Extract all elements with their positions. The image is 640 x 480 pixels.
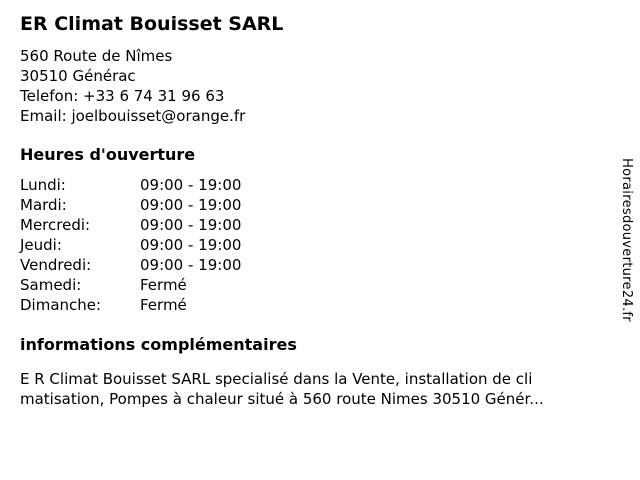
description-line-1: E R Climat Bouisset SARL specialisé dans la Vente, installation de cli [20, 370, 533, 388]
day-label: Dimanche: [20, 296, 102, 314]
time-value: 09:00 - 19:00 [140, 196, 242, 214]
table-row [20, 235, 241, 255]
description-line-2: matisation, Pompes à chaleur situé à 560 route Nimes 30510 Génér... [20, 390, 544, 408]
day-label: Mercredi: [20, 216, 91, 234]
time-value: 09:00 - 19:00 [140, 216, 242, 234]
table-row [20, 295, 241, 315]
address-street: 560 Route de Nîmes [20, 47, 173, 65]
business-description [20, 369, 640, 409]
time-value: 09:00 - 19:00 [140, 256, 242, 274]
phone-line: Telefon: +33 6 74 31 96 63 [20, 87, 225, 105]
time-value: 09:00 - 19:00 [140, 236, 242, 254]
time-value: Fermé [140, 276, 187, 294]
address-city: 30510 Générac [20, 67, 136, 85]
day-label: Samedi: [20, 276, 82, 294]
day-label: Lundi: [20, 176, 66, 194]
day-label: Jeudi: [20, 236, 62, 254]
site-watermark: Horairesdouverture24.fr [619, 158, 634, 322]
time-value: Fermé [140, 296, 187, 314]
email-line: Email: joelbouisset@orange.fr [20, 107, 246, 125]
table-row [20, 175, 241, 195]
table-row [20, 255, 241, 275]
time-value: 09:00 - 19:00 [140, 176, 242, 194]
address-block [20, 46, 640, 126]
table-row [20, 195, 241, 215]
opening-hours-heading: Heures d'ouverture [20, 145, 196, 164]
table-row [20, 275, 241, 295]
opening-hours-table [20, 175, 241, 315]
table-row [20, 215, 241, 235]
day-label: Mardi: [20, 196, 67, 214]
additional-info-heading: informations complémentaires [20, 335, 297, 354]
page-title: ER Climat Bouisset SARL [20, 13, 284, 35]
day-label: Vendredi: [20, 256, 92, 274]
